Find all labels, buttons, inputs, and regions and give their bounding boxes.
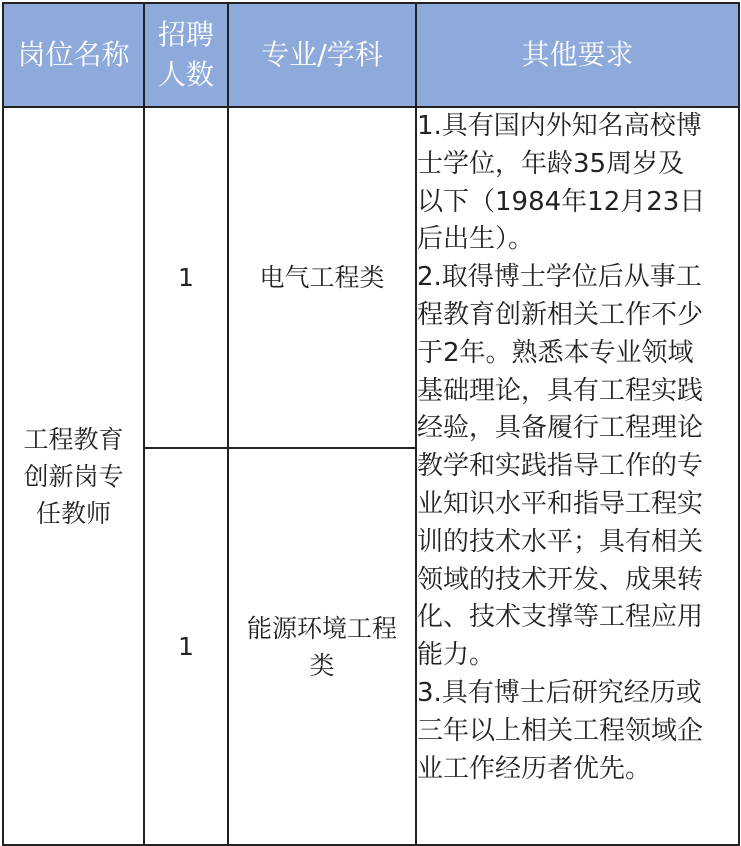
position-cell <box>3 107 144 845</box>
major-line: 类 <box>309 650 335 680</box>
major-line: 电气工程类 <box>259 263 385 292</box>
req-line: 1.具有国内外知名高校博 <box>417 111 702 141</box>
header-count-line: 人数 <box>157 58 214 91</box>
req-line: 三年以上相关工程领域企 <box>417 715 704 746</box>
req-line: 能力。 <box>417 640 496 671</box>
req-line: 士学位，年龄35周岁及 <box>417 148 685 179</box>
header-major: 专业/学科 <box>228 3 416 107</box>
table-row <box>3 107 739 448</box>
req-line: 训的技术水平；具有相关 <box>417 526 704 557</box>
req-line: 后出生）。 <box>417 224 535 255</box>
recruitment-table <box>2 2 740 846</box>
header-row <box>3 3 739 107</box>
req-line: 3.具有博士后研究经历或 <box>417 677 702 708</box>
req-line: 业知识水平和指导工程实 <box>417 488 704 519</box>
major-line: 能源环境工程 <box>246 613 397 643</box>
req-line: 以下（1984年12月23日 <box>417 186 706 217</box>
position-line: 任教师 <box>35 498 111 528</box>
req-line: 于2年。熟悉本专业领域 <box>417 337 694 368</box>
header-position: 岗位名称 <box>3 3 144 107</box>
req-line: 领域的技术开发、成果转 <box>417 564 704 595</box>
major-cell <box>228 107 416 448</box>
req-line: 程教育创新相关工作不少 <box>417 299 704 330</box>
major-cell <box>228 448 416 845</box>
req-line: 基础理论，具有工程实践 <box>417 375 704 406</box>
req-line: 业工作经历者优先。 <box>417 753 652 784</box>
position-line: 创新岗专 <box>23 461 124 491</box>
req-line: 2.取得博士学位后从事工 <box>417 262 702 293</box>
req-line: 化、技术支撑等工程应用 <box>417 602 704 633</box>
header-count <box>144 3 228 107</box>
req-line: 经验，具备履行工程理论 <box>417 413 704 444</box>
position-line: 工程教育 <box>23 424 124 454</box>
header-requirements: 其他要求 <box>416 3 739 107</box>
requirements-cell <box>416 107 739 845</box>
count-cell: 1 <box>144 448 228 845</box>
header-count-line: 招聘 <box>157 18 214 51</box>
req-line: 教学和实践指导工作的专 <box>417 451 704 482</box>
count-cell: 1 <box>144 107 228 448</box>
